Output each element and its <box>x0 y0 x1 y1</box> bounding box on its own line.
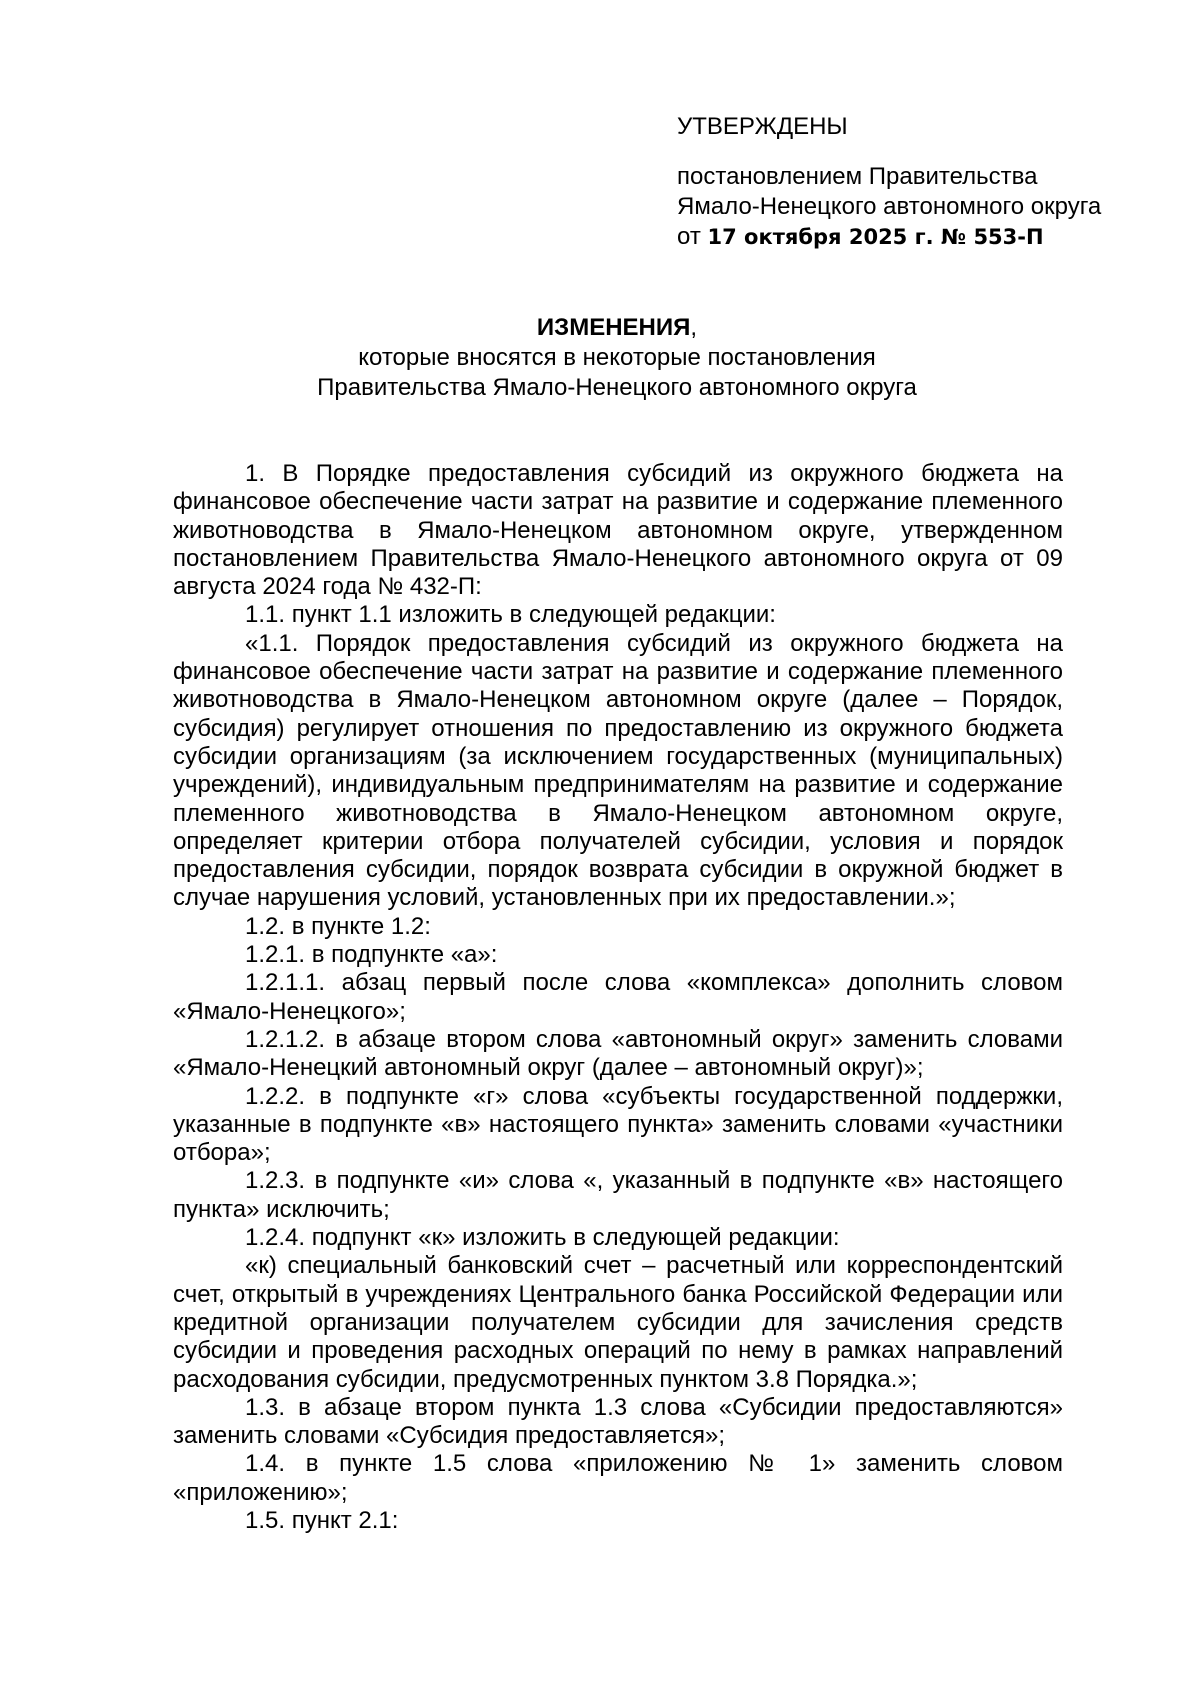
document-body <box>173 460 1063 1535</box>
document-heading <box>170 313 1064 403</box>
paragraph: 1.2.1.2. в абзаце втором слова «автономный округ» заменить словами «Ямало-Ненецкий автономный округ (далее – автономный округ)»; <box>173 1025 1063 1082</box>
paragraph: 1.2.1.1. абзац первый после слова «комплекса» дополнить словом «Ямало-Ненецкого»; <box>173 969 1063 1025</box>
approval-line-2: Ямало-Ненецкого автономного округа <box>677 193 1102 220</box>
paragraph: 1.5. пункт 2.1: <box>245 1506 399 1534</box>
paragraph: 1.2.2. в подпункте «г» слова «субъекты государственной поддержки, указанные в подпункте «в» настоящего пункта» заменить словами «участники отбора»; <box>173 1082 1063 1167</box>
approval-block <box>677 112 1101 252</box>
paragraph: 1.2.4. подпункт «к» изложить в следующей редакции: <box>245 1224 840 1252</box>
approval-line-1: постановлением Правительства <box>677 163 1038 190</box>
paragraph: 1.2.1. в подпункте «а»: <box>245 941 498 969</box>
paragraph: 1.3. в абзаце втором пункта 1.3 слова «Субсидии предоставляются» заменить словами «Субсидия предоставляется»; <box>173 1393 1063 1450</box>
paragraph: 1.4. в пункте 1.5 слова «приложению № 1» заменить словом «приложению»; <box>173 1450 1063 1506</box>
approval-date-number: 17 октября 2025 г. № 553-П <box>707 225 1044 249</box>
paragraph: «к) специальный банковский счет – расчетный или корреспондентский счет, открытый в учреждениях Центрального банка Российской Федерации или кредитной организации получателем субсидии для зачисления средств субсидии и проведения расходных операций по нему в рамках направлений расходования субсидии, предусмотренных пунктом 3.8 Порядка.»; <box>173 1252 1063 1393</box>
heading-title-line <box>170 313 1064 343</box>
paragraph: 1.1. пункт 1.1 изложить в следующей редакции: <box>245 601 776 629</box>
paragraph: 1.2.3. в подпункте «и» слова «, указанный в подпункте «в» настоящего пункта» исключить; <box>173 1167 1063 1223</box>
paragraph: 1. В Порядке предоставления субсидий из окружного бюджета на финансовое обеспечение части затрат на развитие и содержание племенного животноводства в Ямало-Ненецком автономном округе, утвержденном постановлением Правительства Ямало-Ненецкого автономного округа от 09 августа 2024 года № 432-П: <box>173 460 1063 601</box>
heading-subtitle-1: которые вносятся в некоторые постановления <box>358 344 876 371</box>
heading-title-suffix: , <box>690 314 698 341</box>
paragraph: «1.1. Порядок предоставления субсидий из окружного бюджета на финансовое обеспечение части затрат на развитие и содержание племенного животноводства в Ямало-Ненецком автономном округе (далее – Порядок, субсидия) регулирует отношения по предоставлению из окружного бюджета субсидии организациям (за исключением государственных (муниципальных) учреждений), индивидуальным предпринимателям на развитие и содержание племенного животноводства в Ямало-Ненецком автономном округе, определяет критерии отбора получателей субсидии, условия и порядок предоставления субсидии, порядок возврата субсидии в окружной бюджет в случае нарушения условий, установленных при их предоставлении.»; <box>173 629 1063 912</box>
approval-date-line <box>677 222 1101 252</box>
approval-title: УТВЕРЖДЕНЫ <box>677 113 848 140</box>
approval-from: от <box>677 223 701 250</box>
heading-subtitle-2: Правительства Ямало-Ненецкого автономного округа <box>317 374 917 401</box>
heading-title: ИЗМЕНЕНИЯ <box>536 314 691 341</box>
paragraph: 1.2. в пункте 1.2: <box>245 912 431 940</box>
